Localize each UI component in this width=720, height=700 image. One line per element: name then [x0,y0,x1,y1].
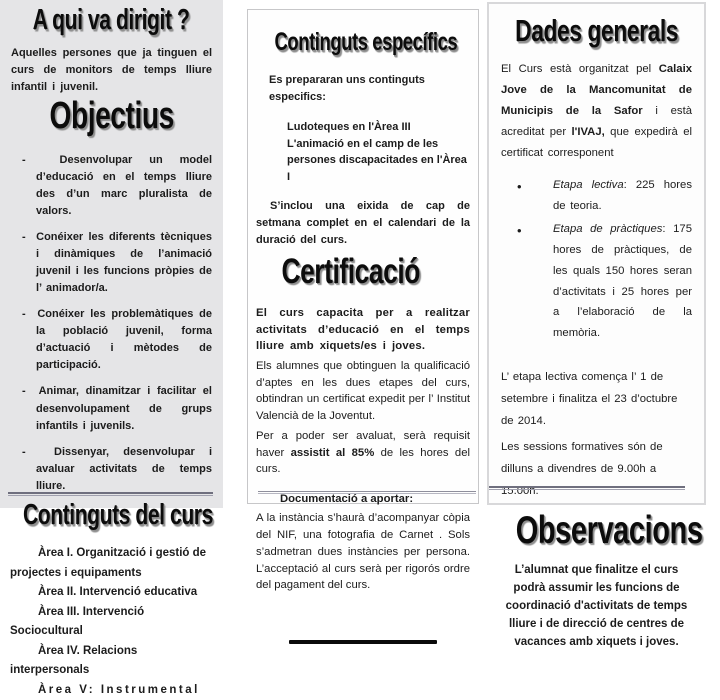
heading-objectius [10,93,213,137]
heading-certificacio-text: Certificació [281,252,420,292]
stage-item-practiques [501,219,692,344]
heading-objectius-text: Objectius [49,93,174,137]
specifics-list [287,119,472,185]
accreditor-name: l'IVAJ, [571,125,605,138]
black-separator-bar [289,640,437,644]
stage-lectiva-label: Etapa lectiva [553,179,624,192]
heading-dades-generals-text: Dades generals [515,12,678,49]
heading-continguts-del-curs-text: Continguts del curs [22,499,213,531]
panel-specifics-certification [247,9,479,592]
certification-paragraph-2: Els alumnes que obtinguen la qualificació d’aptes en les dues etapes del curs, obtindran un certificat expedit per l’ Institut Valencià de la Joventut. [256,359,470,423]
audience-intro-text: Aquelles persones que ja tinguen el curs de monitors de temps lliure infantil i juvenil. [11,47,212,94]
course-areas-list [10,544,213,700]
stage-practiques-detail: : 175 hores de pràctiques, de les quals 150 hores seran d’activitats i 25 hores per a l’elaboració de la memòria. [553,222,692,340]
area-item: Àrea III. Intervenció Sociocultural [10,605,145,638]
organizer-text-end: que expedirà el certificat corresponent [501,125,692,159]
right-panel-divider-line [489,486,685,490]
organizer-name: Calaix Jove de la Mancomunitat de Municipis de la Safor [501,63,692,118]
objective-item: - Dissenyar, desenvolupar i avaluar activitats de temps lliure. [36,444,212,495]
course-dates-paragraph: L’ etapa lectiva comença l’ 1 de setembre i finalitza el 23 d’octubre de 2014. [501,371,678,428]
area-item: Àrea I. Organització i gestió de projectes i equipaments [10,546,207,579]
weekend-trip-note: S’inclou una eixida de cap de setmana complet en el calendari de la duració del curs. [256,200,470,247]
specific-item: L'animació en el camp de les persones discapacitades en l'Àrea I [287,137,467,183]
heading-continguts-especifics-text: Continguts específics [274,28,458,56]
heading-dades-generals [501,12,692,49]
organizer-paragraph [501,59,692,163]
heading-continguts-del-curs [10,499,213,531]
documentation-heading: Documentació a aportar: [280,492,414,505]
organizer-text: El Curs està organitzat pel [501,63,659,76]
area-item: Àrea V: Instrumental [38,683,200,696]
area-item: Àrea II. Intervenció educativa [38,586,198,599]
stage-practiques-label: Etapa de pràctiques [553,222,663,235]
objective-item: - Desenvolupar un model d’educació en el temps lliure des d’un marc pluralista de valors. [36,152,212,220]
specifics-intro-text: Es prepararan uns continguts especifics: [269,74,425,104]
area-item: Àrea IV. Relacions interpersonals [10,644,138,677]
heading-a-qui-va-dirigit [10,4,213,37]
observations-paragraph: L’alumnat que finalitze el curs podrà assumir les funcions de coordinació d'activitats de temps lliure i de direcció de centres de vacances amb xiquets i joves. [505,564,688,648]
heading-observacions-text: Observacions [515,507,703,552]
stage-item-lectiva [501,175,692,217]
objective-item: - Conéixer les problemàtiques de la població juvenil, forma d’actuació i mètodes de participació. [36,306,212,374]
specific-item: Ludoteques en l'Àrea III [287,121,411,134]
certification-paragraph-3 [256,428,470,478]
course-stages-list [501,175,692,344]
panel-general-data-observations [487,2,706,648]
certification-paragraph-1: El curs capacita per a realitzar activitats d’educació en el temps lliure amb xiquets/es i joves. [256,306,470,353]
heading-continguts-especifics [262,28,472,56]
objective-item: - Animar, dinamitzar i facilitar el desenvolupament de grups infantils i juvenils. [36,383,212,434]
documentation-paragraph: A la instància s’haurà d’acompanyar còpia del NIF, una fotografia de Carnet . Sols s’admetran dues instàncies per persona. L’acceptació al curs serà per rigorós ordre del pagament del curs. [256,512,470,592]
heading-a-qui-va-dirigit-text: A qui va dirigit ? [33,4,190,37]
objectives-list [10,152,213,495]
organizer-text-mid: i està acreditat per [501,105,693,138]
panel-audience-objectives [0,0,223,696]
heading-observacions [503,507,703,552]
cert-p3-attendance-requirement: assistit al 85% [290,446,375,459]
session-hours-paragraph: Les sessions formatives són de dilluns a divendres de 9.00h a 15.00h. [501,441,663,498]
middle-panel-divider-line [258,491,476,494]
heading-certificacio [272,252,472,292]
cert-p3-text-end: de les hores del curs. [256,446,470,476]
cert-p3-text: Per a poder ser avaluat, serà requisit haver [256,429,470,459]
objective-item: - Conéixer les diferents tècniques i dinàmiques de l’animació juvenil i les funcions pròpies de l’ animador/a. [36,229,212,297]
stage-lectiva-detail: : 225 hores de teoria. [553,179,692,212]
left-panel-divider-line [8,492,213,496]
